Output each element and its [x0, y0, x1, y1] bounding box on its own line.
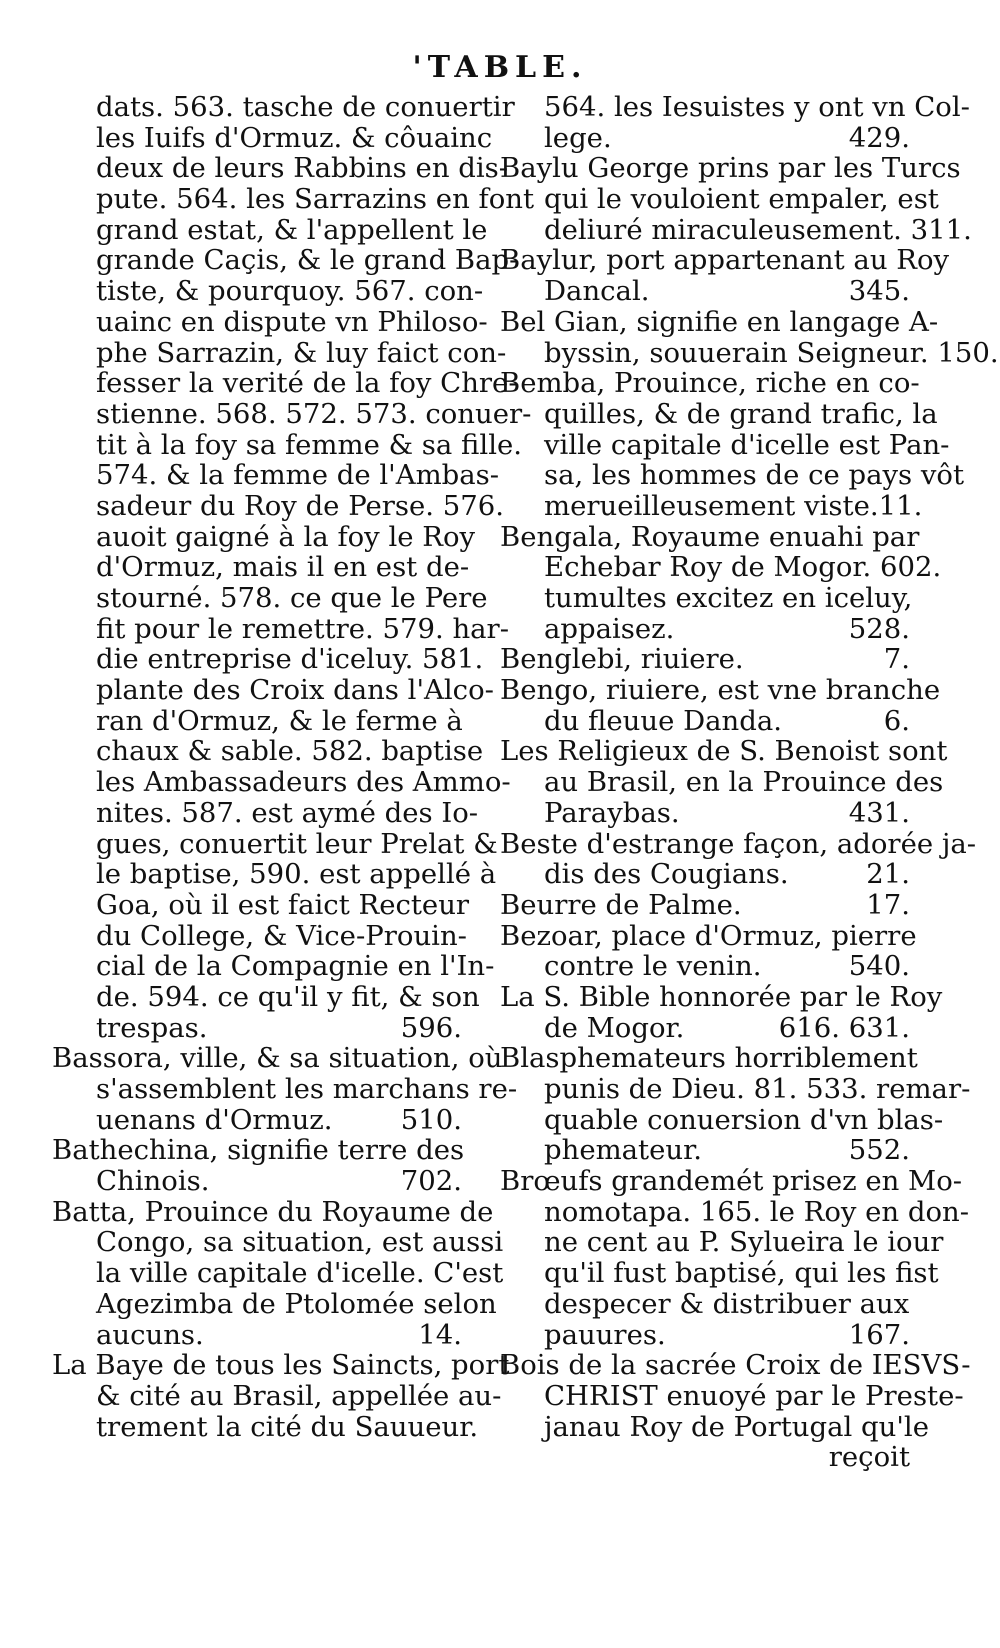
entry-line: Beste d'estrange façon, adorée ja-: [500, 827, 977, 860]
entry-line: d'Ormuz, mais il en est de-: [96, 551, 470, 584]
right-column: [500, 91, 999, 1474]
index-entry: [500, 367, 965, 522]
entry-line: grand estat, & l'appellent le: [96, 213, 488, 246]
index-entry: [52, 1134, 465, 1198]
entry-line: deliuré miraculeusement. 311.: [544, 213, 972, 246]
entry-text: dis des Cougians.: [544, 858, 789, 891]
page-reference: 431.: [848, 796, 910, 829]
entry-line: deux de leurs Rabbins en dis-: [96, 152, 509, 185]
entry-line: grande Caçis, & le grand Bap-: [96, 244, 519, 277]
entry-text: Benglebi, riuiere.: [500, 643, 744, 676]
entry-line: [500, 1320, 910, 1351]
entry-line: sadeur du Roy de Perse. 576.: [96, 489, 504, 522]
index-entry: [52, 1195, 504, 1351]
entry-line: 574. & la femme de l'Ambas-: [96, 459, 500, 492]
index-entry: [500, 244, 950, 308]
page-reference: 14.: [418, 1318, 462, 1351]
entry-line: [500, 951, 910, 982]
catchword: reçoit: [828, 1441, 910, 1474]
entry-line: du College, & Vice-Prouin-: [96, 919, 467, 952]
page-reference: 702.: [400, 1165, 462, 1198]
entry-line: [500, 1135, 910, 1166]
entry-line: Bezoar, place d'Ormuz, pierre: [500, 919, 917, 952]
entry-line: quilles, & de grand trafic, la: [544, 397, 938, 430]
entry-line: nites. 587. est aymé des Io-: [96, 796, 479, 829]
entry-line: [500, 123, 910, 154]
index-entry: [500, 1165, 970, 1351]
entry-line: Bois de la sacrée Croix de IESVS-: [500, 1349, 971, 1382]
entry-line: trement la cité du Sauueur.: [96, 1410, 479, 1443]
entry-line: les Iuifs d'Ormuz. & côuainc: [96, 121, 493, 154]
entry-line: pute. 564. les Sarrazins en font: [96, 183, 535, 216]
page-reference: 429.: [848, 121, 910, 154]
entry-line: ran d'Ormuz, & le ferme à: [96, 704, 463, 737]
entry-line: [52, 1166, 462, 1197]
page-reference: 6.: [883, 704, 910, 737]
index-entry: [500, 919, 917, 983]
entry-line: [52, 1105, 462, 1136]
entry-line: sa, les hommes de ce pays vôt: [544, 459, 965, 492]
entry-line: tiste, & pourquoy. 567. con-: [96, 275, 484, 308]
entry-line: die entreprise d'iceluy. 581.: [96, 643, 484, 676]
index-entry: [52, 91, 535, 1044]
index-entry: [500, 1349, 971, 1443]
entry-line: byssin, souuerain Seigneur. 150.: [544, 336, 999, 369]
entry-line: & cité au Brasil, appellée au-: [96, 1379, 502, 1412]
entry-line: gues, conuertit leur Prelat &: [96, 827, 498, 860]
entry-line: chaux & sable. 582. baptise: [96, 735, 484, 768]
entry-line: tit à la foy sa femme & sa fille.: [96, 428, 523, 461]
entry-line: [500, 1013, 910, 1044]
entry-line: Goa, où il est faict Recteur: [96, 888, 470, 921]
entry-line: Les Religieux de S. Benoist sont: [500, 735, 948, 768]
entry-text: pauures.: [544, 1318, 666, 1351]
index-entry: [500, 890, 910, 921]
entry-line: [500, 644, 910, 675]
entry-line: qu'il fust baptisé, qui les fist: [544, 1257, 939, 1290]
entry-text: trespas.: [96, 1011, 208, 1044]
index-entry: [500, 980, 943, 1044]
entry-line: fit pour le remettre. 579. har-: [96, 612, 509, 645]
running-head: 'TABLE.: [412, 50, 588, 85]
entry-line: [500, 706, 910, 737]
entry-line: [500, 890, 910, 921]
entry-line: tumultes excitez en iceluy,: [544, 582, 913, 614]
entry-line: uainc en dispute vn Philoso-: [96, 305, 488, 338]
entry-line: stourné. 578. ce que le Pere: [96, 582, 488, 614]
entry-line: de. 594. ce qu'il y fit, & son: [96, 980, 480, 1013]
entry-text: du fleuue Danda.: [544, 704, 783, 737]
entry-text: phemateur.: [544, 1134, 702, 1167]
entry-text: Paraybas.: [544, 796, 680, 829]
entry-text: de Mogor.: [544, 1011, 685, 1044]
index-entry: [52, 1042, 518, 1136]
entry-line: qui le vouloient empaler, est: [544, 183, 939, 216]
entry-line: fesser la verité de la foy Chre-: [96, 367, 518, 400]
entry-line: Agezimba de Ptolomée selon: [96, 1287, 497, 1320]
entry-line: dats. 563. tasche de conuertir: [96, 91, 515, 123]
entry-line: [52, 1320, 462, 1351]
index-entry: [500, 305, 999, 369]
index-entry: [500, 1042, 971, 1167]
entry-line: Congo, sa situation, est aussi: [96, 1226, 504, 1259]
entry-line: la ville capitale d'icelle. C'est: [96, 1257, 504, 1290]
page-reference: 17.: [866, 888, 910, 921]
entry-line: ne cent au P. Sylueira le iour: [544, 1226, 944, 1259]
entry-line: auoit gaigné à la foy le Roy: [96, 520, 476, 553]
entry-text: Beurre de Palme.: [500, 888, 742, 921]
entry-line: [52, 1013, 462, 1044]
entry-line: cial de la Compagnie en l'In-: [96, 950, 495, 983]
entry-line: CHRIST enuoyé par le Preste-: [544, 1379, 964, 1412]
entry-line: plante des Croix dans l'Alco-: [96, 674, 494, 707]
entry-line: Baylur, port appartenant au Roy: [500, 244, 950, 277]
index-entry: [500, 644, 910, 675]
index-entry: [500, 735, 948, 829]
entry-line: nomotapa. 165. le Roy en don-: [544, 1195, 970, 1228]
entry-line: Batta, Prouince du Royaume de: [52, 1195, 494, 1228]
entry-line: despecer & distribuer aux: [544, 1287, 910, 1320]
entry-line: punis de Dieu. 81. 533. remar-: [544, 1073, 971, 1105]
entry-line: [500, 489, 923, 522]
entry-line: La Baye de tous les Saincts, port: [52, 1349, 510, 1382]
page-reference: 21.: [866, 858, 910, 891]
entry-text: contre le venin.: [544, 950, 762, 983]
entry-line: Bassora, ville, & sa situation, où: [52, 1042, 503, 1075]
entry-line: s'assemblent les marchans re-: [96, 1073, 518, 1105]
page-reference: 11.: [878, 489, 923, 522]
entry-line: [500, 276, 910, 307]
entry-line: les Ambassadeurs des Ammo-: [96, 766, 511, 799]
index-entry: [500, 827, 977, 891]
entry-line: [500, 798, 910, 829]
entry-line: Bengo, riuiere, est vne branche: [500, 674, 941, 707]
entry-line: quable conuersion d'vn blas-: [544, 1103, 944, 1136]
entry-line: Bengala, Royaume enuahi par: [500, 520, 920, 553]
page-reference: 167.: [848, 1318, 910, 1351]
page-reference: 596.: [400, 1011, 462, 1044]
entry-line: [500, 859, 910, 890]
entry-line: au Brasil, en la Prouince des: [544, 766, 944, 799]
entry-text: merueilleusement viste.: [544, 489, 879, 522]
entry-line: janau Roy de Portugal qu'le: [544, 1410, 929, 1443]
page-reference: 552.: [848, 1134, 910, 1167]
index-entry: [52, 1349, 510, 1443]
entry-line: Bemba, Prouince, riche en co-: [500, 367, 920, 400]
entry-line: Blasphemateurs horriblement: [500, 1042, 918, 1075]
entry-line: ville capitale d'icelle est Pan-: [544, 428, 950, 461]
entry-line: le baptise, 590. est appellé à: [96, 858, 497, 891]
index-entry: [500, 520, 942, 645]
entry-line: phe Sarrazin, & luy faict con-: [96, 336, 507, 369]
entry-text: Chinois.: [96, 1165, 210, 1198]
page-reference: 540.: [848, 950, 910, 983]
page-reference: 528.: [848, 612, 910, 645]
entry-text: aucuns.: [96, 1318, 204, 1351]
index-entry: [500, 674, 941, 737]
entry-line: Brœufs grandemét prisez en Mo-: [500, 1165, 963, 1198]
entry-line: Bathechina, signifie terre des: [52, 1134, 465, 1167]
entry-line: Bel Gian, signifie en langage A-: [500, 305, 939, 338]
page-reference: 510.: [400, 1103, 462, 1136]
index-entry: [500, 91, 970, 154]
index-entry: [500, 152, 972, 246]
page-reference: 7.: [883, 643, 910, 676]
entry-text: Dancal.: [544, 275, 650, 308]
entry-text: lege.: [544, 121, 612, 154]
entry-line: 564. les Iesuistes y ont vn Col-: [544, 91, 970, 123]
entry-line: Echebar Roy de Mogor. 602.: [544, 551, 942, 584]
entry-line: [500, 614, 910, 645]
entry-text: appaisez.: [544, 612, 675, 645]
entry-text: uenans d'Ormuz.: [96, 1103, 333, 1136]
page-reference: 616. 631.: [778, 1011, 910, 1044]
entry-line: La S. Bible honnorée par le Roy: [500, 980, 943, 1013]
entry-line: Baylu George prins par les Turcs: [500, 152, 961, 185]
entry-line: stienne. 568. 572. 573. conuer-: [96, 397, 532, 430]
left-column: [52, 91, 535, 1443]
page-reference: 345.: [848, 275, 910, 308]
